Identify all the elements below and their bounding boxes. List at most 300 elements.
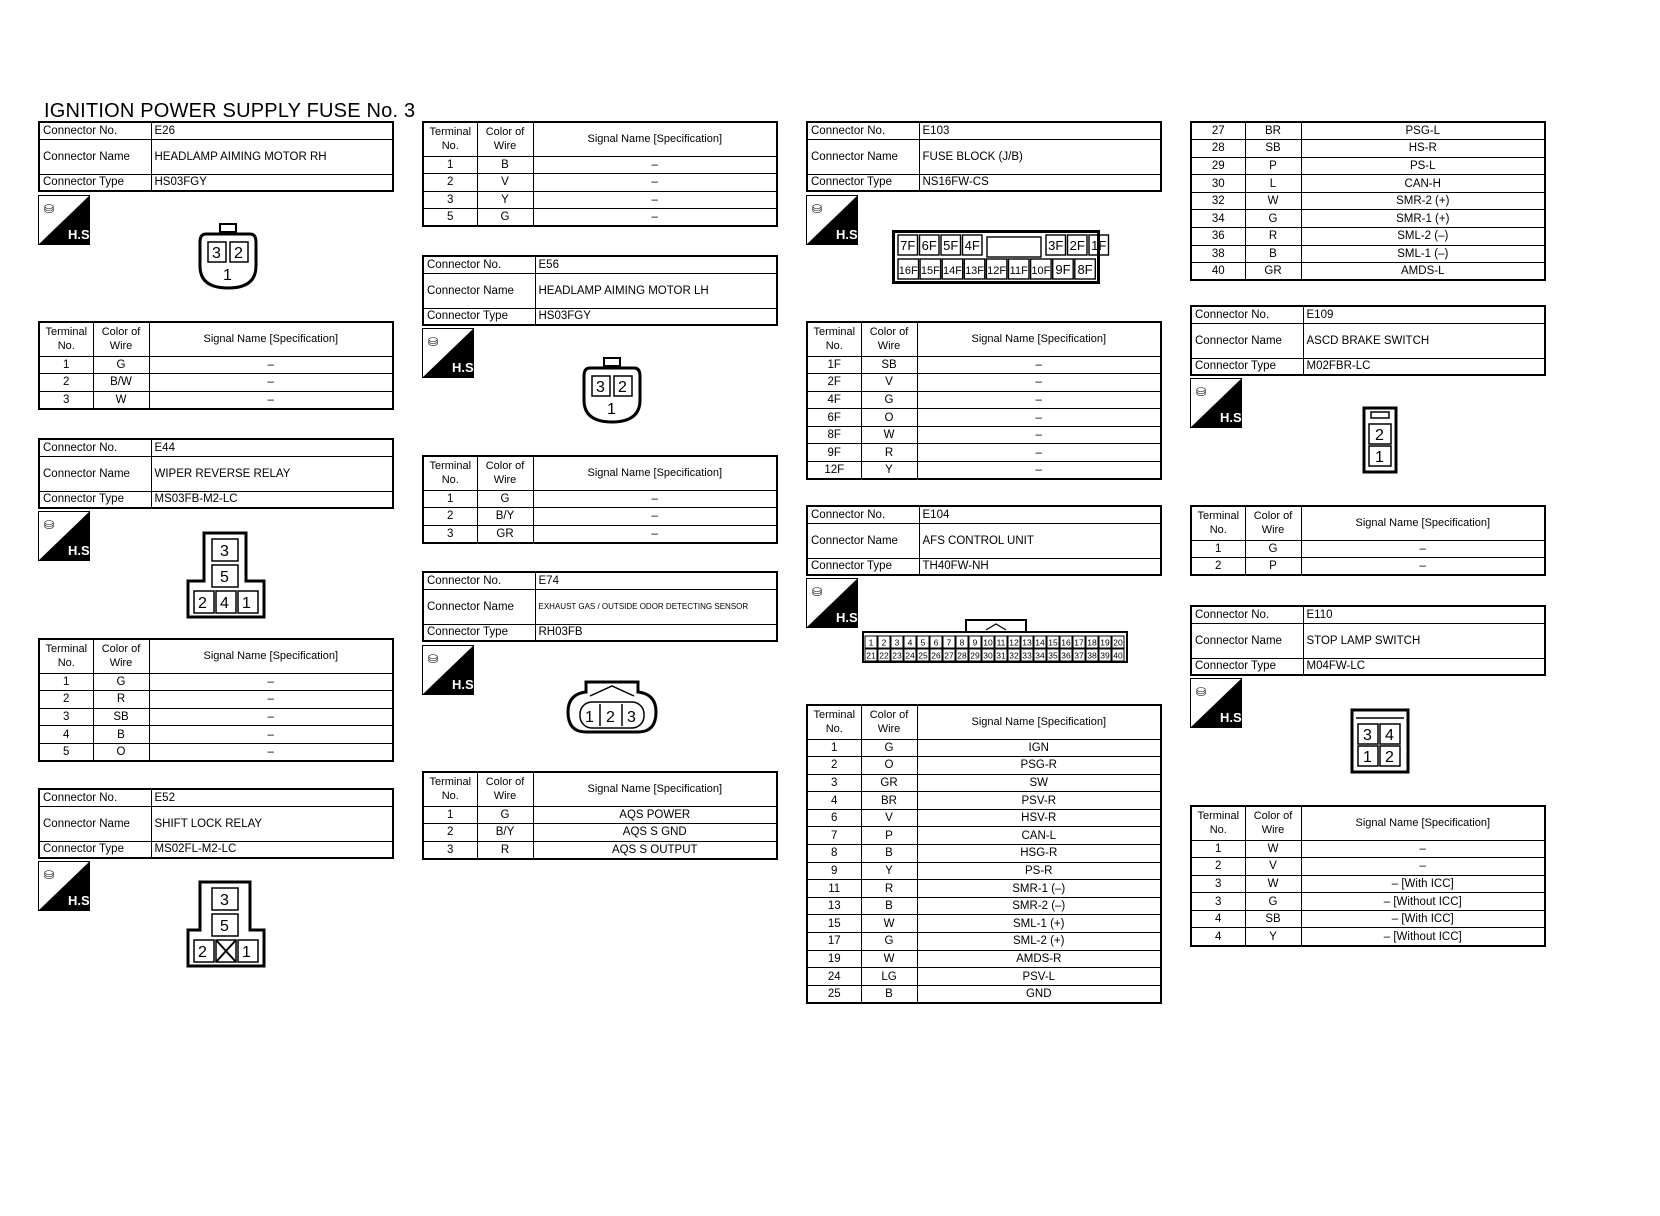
signal-name-cell: CAN-L [917, 827, 1161, 845]
signal-name-cell: – [With ICC] [1301, 875, 1545, 893]
wire-color-cell: SB [93, 708, 149, 726]
fuse-cavity [987, 237, 1041, 257]
table-row [807, 356, 1161, 374]
connector-e110-terminal-table [1190, 805, 1546, 947]
terminal-no-cell: 32 [1191, 192, 1245, 210]
connector-e26-header [38, 121, 394, 192]
color-of-wire-header: Color of Wire [861, 322, 917, 356]
pin-label: 7 [946, 637, 952, 648]
svg-text:H.S.: H.S. [452, 360, 478, 375]
table-row [807, 845, 1161, 863]
wire-color-cell: V [1245, 858, 1301, 876]
svg-text:1: 1 [1363, 749, 1372, 766]
terminal-no-cell: 13 [807, 897, 861, 915]
svg-text:4: 4 [1385, 727, 1394, 744]
connector-e109-header [1190, 305, 1546, 376]
connector-no-value: E26 [151, 122, 393, 139]
svg-text:⛁: ⛁ [428, 335, 439, 349]
table-row [1191, 157, 1545, 175]
terminal-no-header: Terminal No. [39, 639, 93, 673]
pin-label: 31 [996, 650, 1006, 661]
signal-name-cell: CAN-H [1301, 175, 1545, 193]
terminal-no-cell: 3 [1191, 875, 1245, 893]
connector-no-value: E104 [919, 506, 1161, 523]
table-row [423, 174, 777, 192]
terminal-no-cell: 6F [807, 409, 861, 427]
table-row [1191, 558, 1545, 576]
pin-label: 26 [931, 650, 941, 661]
terminal-no-cell: 1 [39, 673, 93, 691]
table-row [423, 490, 777, 508]
terminal-no-cell: 2 [39, 691, 93, 709]
svg-text:H.S.: H.S. [452, 677, 478, 692]
terminal-no-cell: 1 [423, 156, 477, 174]
table-row [39, 708, 393, 726]
connector-name-value: SHIFT LOCK RELAY [151, 806, 393, 841]
svg-text:3: 3 [1363, 727, 1372, 744]
signal-name-cell: – [533, 209, 777, 227]
signal-name-cell: – [149, 374, 393, 392]
svg-text:⛁: ⛁ [1196, 385, 1207, 399]
terminal-no-cell: 5 [39, 743, 93, 761]
signal-name-cell: HS-R [1301, 140, 1545, 158]
wire-color-cell: W [861, 426, 917, 444]
svg-text:3: 3 [220, 892, 229, 909]
connector-type-label: Connector Type [1191, 358, 1303, 375]
pin-label: 12 [1009, 637, 1019, 648]
signal-name-header: Signal Name [Specification] [1301, 506, 1545, 540]
pin-label: 1 [868, 637, 874, 648]
terminal-no-cell: 1 [1191, 540, 1245, 558]
table-row [39, 743, 393, 761]
connector-e74-terminal-table [422, 771, 778, 860]
pin-label: 16F [898, 265, 918, 277]
pin-label: 30 [983, 650, 993, 661]
connector-no-value: E44 [151, 439, 393, 456]
svg-text:4: 4 [220, 595, 229, 612]
table-row [1191, 140, 1545, 158]
svg-text:3: 3 [212, 245, 221, 262]
terminal-no-cell: 8 [807, 845, 861, 863]
signal-name-cell: – [149, 673, 393, 691]
terminal-no-cell: 1 [423, 490, 477, 508]
wire-color-cell: W [861, 950, 917, 968]
connector-name-label: Connector Name [423, 273, 535, 308]
pin-label: 8F [1077, 262, 1093, 277]
svg-text:2: 2 [1375, 427, 1384, 444]
wire-color-cell: G [93, 356, 149, 374]
connector-name-value: ASCD BRAKE SWITCH [1303, 323, 1545, 358]
svg-text:1: 1 [607, 401, 616, 418]
terminal-no-cell: 6 [807, 809, 861, 827]
terminal-no-cell: 2 [423, 174, 477, 192]
wire-color-cell: G [861, 933, 917, 951]
pin-label: 25 [918, 650, 928, 661]
terminal-no-cell: 4 [39, 726, 93, 744]
table-row [1191, 263, 1545, 281]
connector-e104-face-diagram [862, 618, 1130, 666]
table-row [807, 897, 1161, 915]
connector-no-label: Connector No. [39, 122, 151, 139]
svg-text:2: 2 [234, 245, 243, 262]
signal-name-cell: SMR-1 (+) [1301, 210, 1545, 228]
wire-color-cell: W [1245, 840, 1301, 858]
terminal-no-cell: 2F [807, 374, 861, 392]
pin-label: 14F [942, 265, 962, 277]
color-of-wire-header: Color of Wire [477, 772, 533, 806]
signal-name-cell: – [917, 391, 1161, 409]
signal-name-cell: – [1301, 858, 1545, 876]
wire-color-cell: Y [1245, 928, 1301, 946]
terminal-no-cell: 2 [807, 757, 861, 775]
svg-text:3: 3 [627, 709, 636, 726]
pin-label: 14 [1035, 637, 1045, 648]
connector-name-value: WIPER REVERSE RELAY [151, 456, 393, 491]
wire-color-cell: G [477, 490, 533, 508]
terminal-no-cell: 3 [423, 191, 477, 209]
signal-name-cell: IGN [917, 739, 1161, 757]
connector-no-label: Connector No. [807, 122, 919, 139]
signal-name-cell: – [533, 508, 777, 526]
terminal-no-cell: 2 [423, 824, 477, 842]
signal-name-cell: – [1301, 540, 1545, 558]
table-row [807, 739, 1161, 757]
color-of-wire-header: Color of Wire [1245, 506, 1301, 540]
wire-color-cell: BR [1245, 122, 1301, 140]
hs-badge-icon [38, 511, 94, 561]
connector-e104-terminal-table [806, 704, 1162, 1004]
signal-name-cell: – [533, 191, 777, 209]
wire-color-cell: B [93, 726, 149, 744]
terminal-no-cell: 1 [807, 739, 861, 757]
svg-text:5: 5 [220, 918, 229, 935]
signal-name-cell: – [533, 174, 777, 192]
wire-color-cell: B [477, 156, 533, 174]
signal-name-cell: – [1301, 558, 1545, 576]
pin-label: 8 [959, 637, 965, 648]
pin-label: 22 [879, 650, 889, 661]
terminal-no-header: Terminal No. [807, 705, 861, 739]
hs-badge-icon [806, 578, 862, 628]
table-row [423, 508, 777, 526]
connector-type-value: MS03FB-M2-LC [151, 491, 393, 508]
terminal-no-cell: 2 [1191, 558, 1245, 576]
svg-text:1: 1 [585, 709, 594, 726]
connector-type-label: Connector Type [807, 558, 919, 575]
signal-name-cell: – [Without ICC] [1301, 928, 1545, 946]
pin-label: 10F [1031, 265, 1051, 277]
svg-text:⛁: ⛁ [44, 202, 55, 216]
signal-name-header: Signal Name [Specification] [149, 639, 393, 673]
table-row [1191, 875, 1545, 893]
terminal-no-cell: 38 [1191, 245, 1245, 263]
wire-color-cell: P [1245, 157, 1301, 175]
pin-label: 40 [1113, 650, 1123, 661]
signal-name-cell: PSV-R [917, 792, 1161, 810]
signal-name-cell: – [917, 426, 1161, 444]
connector-name-value: HEADLAMP AIMING MOTOR LH [535, 273, 777, 308]
signal-name-cell: SML-1 (+) [917, 915, 1161, 933]
pin-label: 38 [1087, 650, 1097, 661]
wire-color-cell: G [1245, 893, 1301, 911]
table-row [1191, 928, 1545, 946]
pin-label: 3 [894, 637, 900, 648]
pin-label: 28 [957, 650, 967, 661]
connector-e52-header [38, 788, 394, 859]
wire-color-cell: G [477, 209, 533, 227]
hs-badge-icon [38, 195, 94, 245]
signal-name-cell: – [149, 356, 393, 374]
pin-label: 15F [920, 265, 940, 277]
connector-e26-terminal-table [38, 321, 394, 410]
signal-name-cell: AMDS-L [1301, 263, 1545, 281]
signal-name-cell: – [917, 409, 1161, 427]
wire-color-cell: L [1245, 175, 1301, 193]
signal-name-cell: – [149, 708, 393, 726]
color-of-wire-header: Color of Wire [1245, 806, 1301, 840]
terminal-no-cell: 27 [1191, 122, 1245, 140]
connector-e104-terminal-table-continued [1190, 121, 1546, 281]
connector-no-value: E109 [1303, 306, 1545, 323]
table-row [807, 462, 1161, 480]
terminal-no-cell: 19 [807, 950, 861, 968]
table-row [807, 409, 1161, 427]
svg-text:H.S.: H.S. [68, 893, 94, 908]
terminal-no-cell: 3 [39, 391, 93, 409]
hs-badge-icon [38, 861, 94, 911]
signal-name-cell: SW [917, 774, 1161, 792]
connector-e109-face-diagram [1362, 406, 1398, 474]
hs-badge-icon [422, 328, 478, 378]
table-row [1191, 893, 1545, 911]
table-row [423, 209, 777, 227]
connector-type-label: Connector Type [807, 174, 919, 191]
terminal-no-cell: 40 [1191, 263, 1245, 281]
pin-label: 27 [944, 650, 954, 661]
wire-color-cell: W [1245, 192, 1301, 210]
wire-color-cell: SB [1245, 140, 1301, 158]
table-row [423, 156, 777, 174]
connector-no-label: Connector No. [39, 789, 151, 806]
signal-name-cell: SMR-2 (–) [917, 897, 1161, 915]
signal-name-cell: – [917, 374, 1161, 392]
connector-no-value: E56 [535, 256, 777, 273]
terminal-no-cell: 17 [807, 933, 861, 951]
terminal-no-cell: 12F [807, 462, 861, 480]
pin-label: 16 [1061, 637, 1071, 648]
wire-color-cell: R [861, 880, 917, 898]
terminal-no-cell: 11 [807, 880, 861, 898]
connector-name-value: AFS CONTROL UNIT [919, 523, 1161, 558]
connector-type-label: Connector Type [1191, 658, 1303, 675]
svg-text:H.S.: H.S. [68, 543, 94, 558]
connector-no-label: Connector No. [423, 256, 535, 273]
connector-type-label: Connector Type [423, 308, 535, 325]
wire-color-cell: R [861, 444, 917, 462]
connector-name-value: STOP LAMP SWITCH [1303, 623, 1545, 658]
table-row [807, 933, 1161, 951]
svg-text:⛁: ⛁ [428, 652, 439, 666]
svg-text:5: 5 [220, 569, 229, 586]
svg-text:1: 1 [242, 944, 251, 961]
connector-type-value: HS03FGY [151, 174, 393, 191]
connector-type-value: TH40FW-NH [919, 558, 1161, 575]
table-row [807, 374, 1161, 392]
terminal-no-cell: 5 [423, 209, 477, 227]
terminal-no-cell: 30 [1191, 175, 1245, 193]
table-row [423, 841, 777, 859]
table-row [1191, 540, 1545, 558]
connector-name-label: Connector Name [807, 139, 919, 174]
connector-e52-terminal-table [422, 121, 778, 227]
svg-text:H.S.: H.S. [1220, 710, 1246, 725]
signal-name-cell: AQS S GND [533, 824, 777, 842]
connector-e26-face-diagram [198, 222, 258, 292]
pin-label: 17 [1074, 637, 1084, 648]
pin-label: 9 [972, 637, 978, 648]
wire-color-cell: W [93, 391, 149, 409]
color-of-wire-header: Color of Wire [477, 122, 533, 156]
svg-text:2: 2 [606, 709, 615, 726]
connector-no-value: E52 [151, 789, 393, 806]
terminal-no-cell: 34 [1191, 210, 1245, 228]
signal-name-cell: – [917, 356, 1161, 374]
terminal-no-header: Terminal No. [39, 322, 93, 356]
signal-name-cell: AMDS-R [917, 950, 1161, 968]
connector-type-value: NS16FW-CS [919, 174, 1161, 191]
svg-text:2: 2 [198, 944, 207, 961]
wire-color-cell: GR [1245, 263, 1301, 281]
wire-color-cell: B/W [93, 374, 149, 392]
terminal-no-cell: 3 [1191, 893, 1245, 911]
wire-color-cell: W [1245, 875, 1301, 893]
pin-label: 23 [892, 650, 902, 661]
table-row [807, 809, 1161, 827]
terminal-no-cell: 3 [39, 708, 93, 726]
terminal-no-cell: 4 [1191, 928, 1245, 946]
wire-color-cell: B [861, 845, 917, 863]
signal-name-cell: PS-L [1301, 157, 1545, 175]
pin-label: 35 [1048, 650, 1058, 661]
svg-text:3: 3 [596, 379, 605, 396]
svg-text:⛁: ⛁ [44, 518, 55, 532]
connector-name-label: Connector Name [1191, 323, 1303, 358]
terminal-no-header: Terminal No. [1191, 506, 1245, 540]
wire-color-cell: GR [861, 774, 917, 792]
connector-no-label: Connector No. [423, 572, 535, 589]
svg-text:⛁: ⛁ [1196, 685, 1207, 699]
connector-no-label: Connector No. [1191, 606, 1303, 623]
signal-name-cell: – [149, 743, 393, 761]
signal-name-cell: – [533, 156, 777, 174]
connector-no-value: E110 [1303, 606, 1545, 623]
terminal-no-cell: 25 [807, 985, 861, 1003]
wire-color-cell: B/Y [477, 508, 533, 526]
signal-name-header: Signal Name [Specification] [1301, 806, 1545, 840]
terminal-no-header: Terminal No. [423, 122, 477, 156]
terminal-no-header: Terminal No. [1191, 806, 1245, 840]
signal-name-cell: – [533, 525, 777, 543]
pin-label: 4 [907, 637, 913, 648]
pin-label: 33 [1022, 650, 1032, 661]
wire-color-cell: Y [861, 462, 917, 480]
table-row [423, 806, 777, 824]
signal-name-cell: – [917, 462, 1161, 480]
svg-text:1: 1 [1375, 449, 1384, 466]
pin-label: 24 [905, 650, 915, 661]
connector-name-value: FUSE BLOCK (J/B) [919, 139, 1161, 174]
connector-type-label: Connector Type [39, 841, 151, 858]
svg-text:⛁: ⛁ [812, 585, 823, 599]
signal-name-cell: AQS POWER [533, 806, 777, 824]
signal-name-cell: – [917, 444, 1161, 462]
terminal-no-header: Terminal No. [807, 322, 861, 356]
wire-color-cell: BR [861, 792, 917, 810]
table-row [1191, 210, 1545, 228]
wire-color-cell: G [861, 391, 917, 409]
table-row [1191, 175, 1545, 193]
terminal-no-cell: 1 [423, 806, 477, 824]
wire-color-cell: O [93, 743, 149, 761]
table-row [807, 792, 1161, 810]
table-row [1191, 192, 1545, 210]
table-row [1191, 245, 1545, 263]
wire-color-cell: G [477, 806, 533, 824]
connector-e103-face-diagram [892, 230, 1107, 284]
pin-label: 37 [1074, 650, 1084, 661]
svg-text:3: 3 [220, 543, 229, 560]
connector-e103-terminal-table [806, 321, 1162, 480]
terminal-no-cell: 15 [807, 915, 861, 933]
pin-label: 39 [1100, 650, 1110, 661]
connector-e56-terminal-table [422, 455, 778, 544]
pin-label: 32 [1009, 650, 1019, 661]
connector-no-label: Connector No. [1191, 306, 1303, 323]
table-row [1191, 228, 1545, 246]
connector-e52-face-diagram [186, 880, 266, 968]
connector-type-value: RH03FB [535, 624, 777, 641]
terminal-no-cell: 4 [1191, 910, 1245, 928]
connector-name-label: Connector Name [39, 806, 151, 841]
wire-color-cell: V [477, 174, 533, 192]
color-of-wire-header: Color of Wire [861, 705, 917, 739]
terminal-no-cell: 8F [807, 426, 861, 444]
terminal-no-cell: 7 [807, 827, 861, 845]
terminal-no-cell: 24 [807, 968, 861, 986]
signal-name-cell: SML-2 (+) [917, 933, 1161, 951]
connector-name-value: HEADLAMP AIMING MOTOR RH [151, 139, 393, 174]
svg-text:1: 1 [223, 267, 232, 284]
pin-label: 7F [900, 238, 916, 253]
wire-color-cell: O [861, 757, 917, 775]
table-row [807, 950, 1161, 968]
table-row [807, 426, 1161, 444]
connector-no-label: Connector No. [39, 439, 151, 456]
terminal-no-cell: 2 [39, 374, 93, 392]
table-row [807, 757, 1161, 775]
pin-label: 10 [983, 637, 993, 648]
svg-text:1: 1 [242, 595, 251, 612]
terminal-no-cell: 28 [1191, 140, 1245, 158]
terminal-no-cell: 9 [807, 862, 861, 880]
connector-no-value: E74 [535, 572, 777, 589]
connector-name-label: Connector Name [39, 456, 151, 491]
svg-text:⛁: ⛁ [812, 202, 823, 216]
table-row [807, 444, 1161, 462]
terminal-no-cell: 3 [423, 525, 477, 543]
svg-text:H.S.: H.S. [1220, 410, 1246, 425]
connector-e56-face-diagram [582, 356, 642, 426]
